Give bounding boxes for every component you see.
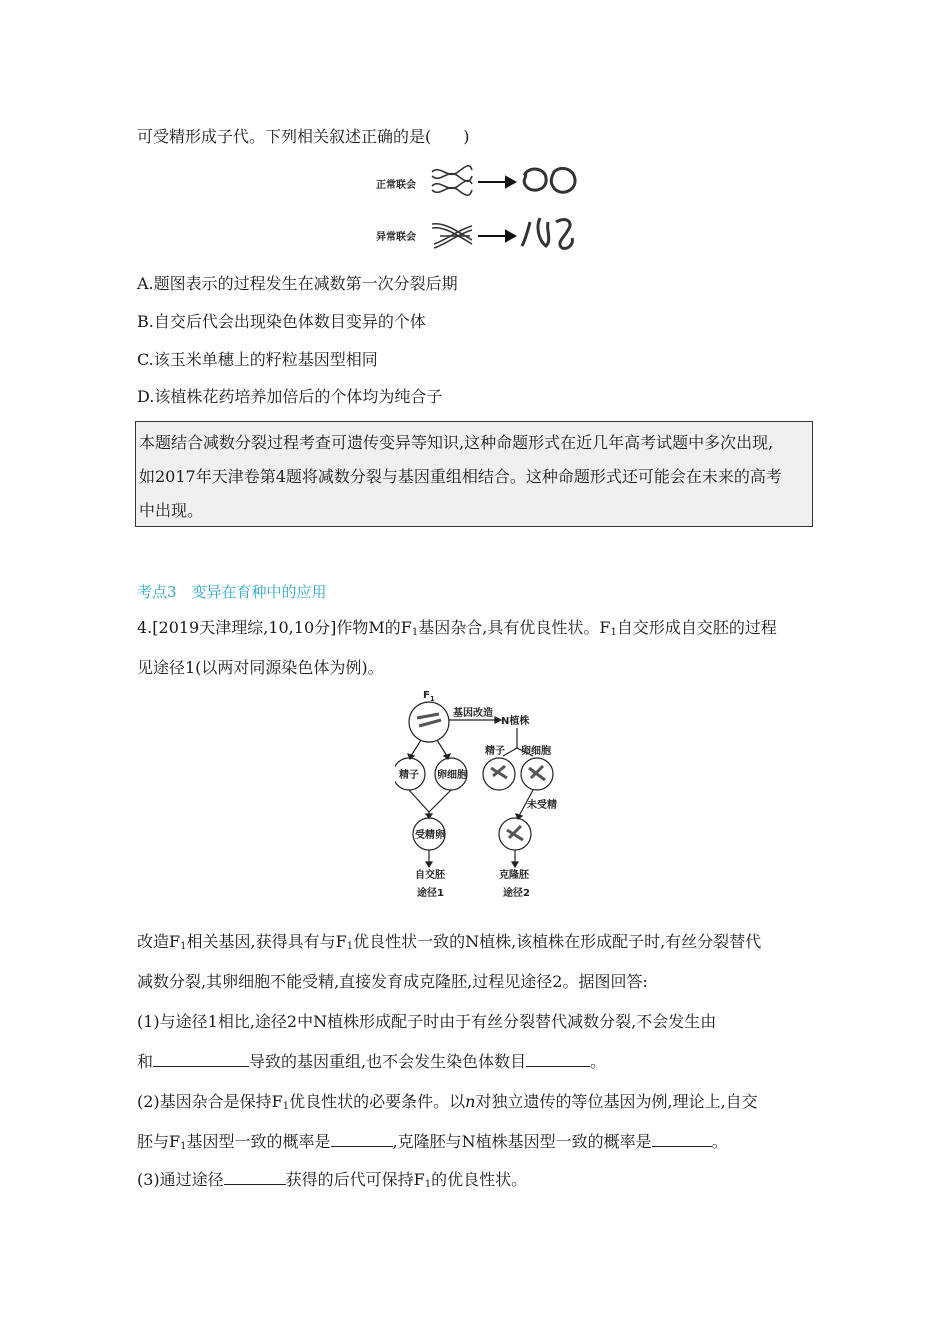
abnormal-chromosome-pair — [432, 224, 472, 248]
para-line-1: 改造$F_1$相关基因,获得具有与$F_1$优良性状一致的N植株,该植株在形成配子时,有丝分裂替代 — [137, 932, 762, 952]
subq2-line-2: 胚与$F_1$基因型一致的概率是 ,克隆胚与N植株基因型一致的概率是 。 — [137, 1132, 728, 1152]
normal-ring-chromosomes — [524, 168, 575, 192]
sperm-label-2: 精子 — [485, 746, 505, 757]
egg-label-2: 卵细胞 — [521, 746, 551, 757]
answer-blank-5[interactable] — [224, 1170, 286, 1185]
answer-blank-2[interactable] — [526, 1052, 590, 1067]
subq1-line-1: (1)与途径1相比,途径2中N植株形成配子时由于有丝分裂替代减数分裂,不会发生由 — [137, 1012, 717, 1031]
self-embryo-label: 自交胚 — [415, 870, 445, 881]
normal-synapsis-label: 正常联会 — [376, 180, 416, 191]
sperm-label-1: 精子 — [399, 770, 419, 781]
path2-label: 途径2 — [503, 888, 530, 899]
option-b[interactable]: B.自交后代会出现染色体数目变异的个体 — [137, 312, 426, 331]
path1-label: 途径1 — [417, 888, 444, 899]
f1-label: $F_1$ — [423, 690, 435, 703]
egg-label-1: 卵细胞 — [437, 770, 467, 781]
synapsis-figure — [370, 160, 585, 260]
subq3-line: (3)通过途径 获得的后代可保持$F_1$的优良性状。 — [137, 1170, 528, 1190]
answer-blank-1[interactable] — [153, 1052, 249, 1067]
option-d[interactable]: D.该植株花药培养加倍后的个体均为纯合子 — [137, 387, 443, 406]
clone-embryo-label: 克隆胚 — [499, 870, 529, 881]
subq1-line-2: 和 导致的基因重组,也不会发生染色体数目 。 — [137, 1052, 607, 1071]
not-fertilized-label: 未受精 — [527, 800, 557, 811]
q4-line-2: 见途径1(以两对同源染色体为例)。 — [137, 658, 384, 677]
note-line-2: 如2017年天津卷第4题将减数分裂与基因重组相结合。这种命题形式还可能会在未来的高考 — [139, 467, 782, 486]
breeding-pathway-figure — [395, 688, 575, 900]
normal-chromosome-pair — [432, 166, 472, 196]
n-plant-label: N植株 — [501, 716, 530, 727]
answer-blank-4[interactable] — [652, 1132, 712, 1147]
note-line-3: 中出现。 — [139, 501, 204, 520]
option-a[interactable]: A.题图表示的过程发生在减数第一次分裂后期 — [137, 274, 458, 293]
arrow-normal — [478, 177, 515, 187]
note-line-1: 本题结合减数分裂过程考查可遗传变异等知识,这种命题形式在近几年高考试题中多次出现, — [139, 433, 774, 452]
zygote-label: 受精卵 — [415, 830, 445, 841]
section-title: 考点3 变异在育种中的应用 — [137, 583, 327, 601]
option-c[interactable]: C.该玉米单穗上的籽粒基因型相同 — [137, 350, 378, 369]
para-line-2: 减数分裂,其卵细胞不能受精,直接发育成克隆胚,过程见途径2。据图回答: — [137, 972, 648, 991]
abnormal-result-chromosomes — [522, 218, 572, 248]
q4-line-1: 4.[2019天津理综,10,10分]作物M的$F_1$基因杂合,具有优良性状。$F_1$自交形成自交胚的过程 — [137, 618, 777, 638]
analysis-note-box — [135, 421, 813, 527]
abnormal-synapsis-label: 异常联会 — [376, 232, 416, 243]
gene-edit-label: 基因改造 — [453, 708, 493, 719]
question-intro: 可受精形成子代。下列相关叙述正确的是( ) — [137, 127, 470, 146]
subq2-line-1: (2)基因杂合是保持$F_1$优良性状的必要条件。以n对独立遗传的等位基因为例,理论上,自交 — [137, 1092, 758, 1112]
answer-blank-3[interactable] — [331, 1132, 393, 1147]
arrow-abnormal — [478, 231, 515, 241]
